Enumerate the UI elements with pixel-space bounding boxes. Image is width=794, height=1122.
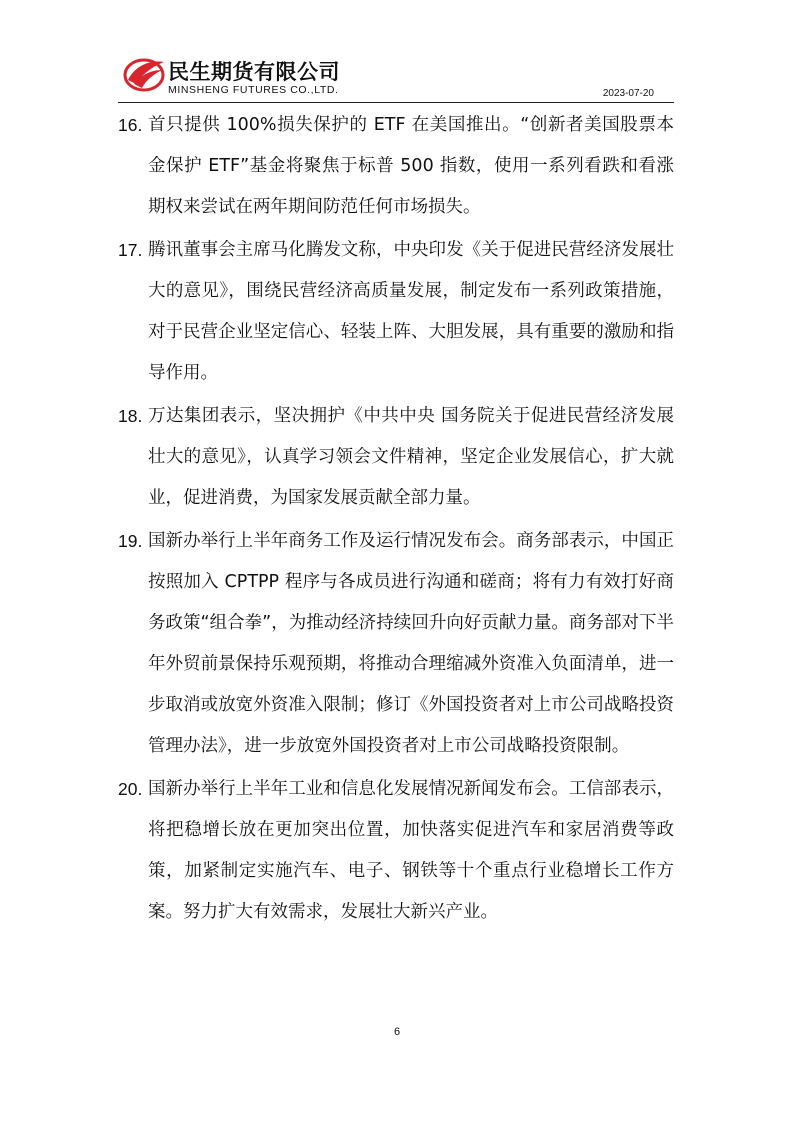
- news-item-text: 国新办举行上半年工业和信息化发展情况新闻发布会。工信部表示，将把稳增长放在更加突出位置，加快落实促进汽车和家居消费等政策，加紧制定实施汽车、电子、钢铁等十个重点行业稳增长工作方案。努力扩大有效需求，发展壮大新兴产业。: [148, 779, 674, 922]
- company-name-cn: 民生期货有限公司: [168, 60, 340, 84]
- news-item-text: 腾讯董事会主席马化腾发文称，中央印发《关于促进民营经济发展壮大的意见》，围绕民营经济高质量发展，制定发布一系列政策措施，对于民营企业坚定信心、轻装上阵、大胆发展，具有重要的激励和指导作用。: [148, 240, 674, 383]
- news-item-number: 16.: [118, 115, 143, 135]
- news-list: [118, 105, 674, 935]
- page-number: 6: [393, 1026, 401, 1038]
- news-item-number: 20.: [118, 779, 143, 799]
- news-item-text: 首只提供 100%损失保护的 ETF 在美国推出。“创新者美国股票本金保护 ETF”基金将聚焦于标普 500 指数，使用一系列看跌和看涨期权来尝试在两年期间防范任何市场损失。: [148, 115, 674, 217]
- minsheng-logo-icon: [122, 54, 166, 94]
- news-item-text: 国新办举行上半年商务工作及运行情况发布会。商务部表示，中国正按照加入 CPTPP 程序与各成员进行沟通和磋商；将有力有效打好商务政策“组合拳”，为推动经济持续回升向好贡献力量。商务部对下半年外贸前景保持乐观预期，将推动合理缩减外资准入负面清单，进一步取消或放宽外资准入限制；修订《外国投资者对上市公司战略投资管理办法》，进一步放宽外国投资者对上市公司战略投资限制。: [148, 531, 674, 756]
- news-item: [118, 230, 674, 394]
- company-name-en: MINSHENG FUTURES CO.,LTD.: [168, 84, 339, 96]
- news-item-number: 17.: [118, 240, 143, 260]
- report-date: 2023-07-20: [602, 88, 654, 99]
- news-item: [118, 396, 674, 519]
- news-item-number: 19.: [118, 531, 143, 551]
- news-item: [118, 769, 674, 933]
- page-header: [118, 50, 674, 103]
- news-item: [118, 105, 674, 228]
- news-item-number: 18.: [118, 406, 143, 426]
- news-item: [118, 521, 674, 767]
- news-item-text: 万达集团表示，坚决拥护《中共中央 国务院关于促进民营经济发展壮大的意见》，认真学习领会文件精神，坚定企业发展信心，扩大就业，促进消费，为国家发展贡献全部力量。: [148, 406, 674, 508]
